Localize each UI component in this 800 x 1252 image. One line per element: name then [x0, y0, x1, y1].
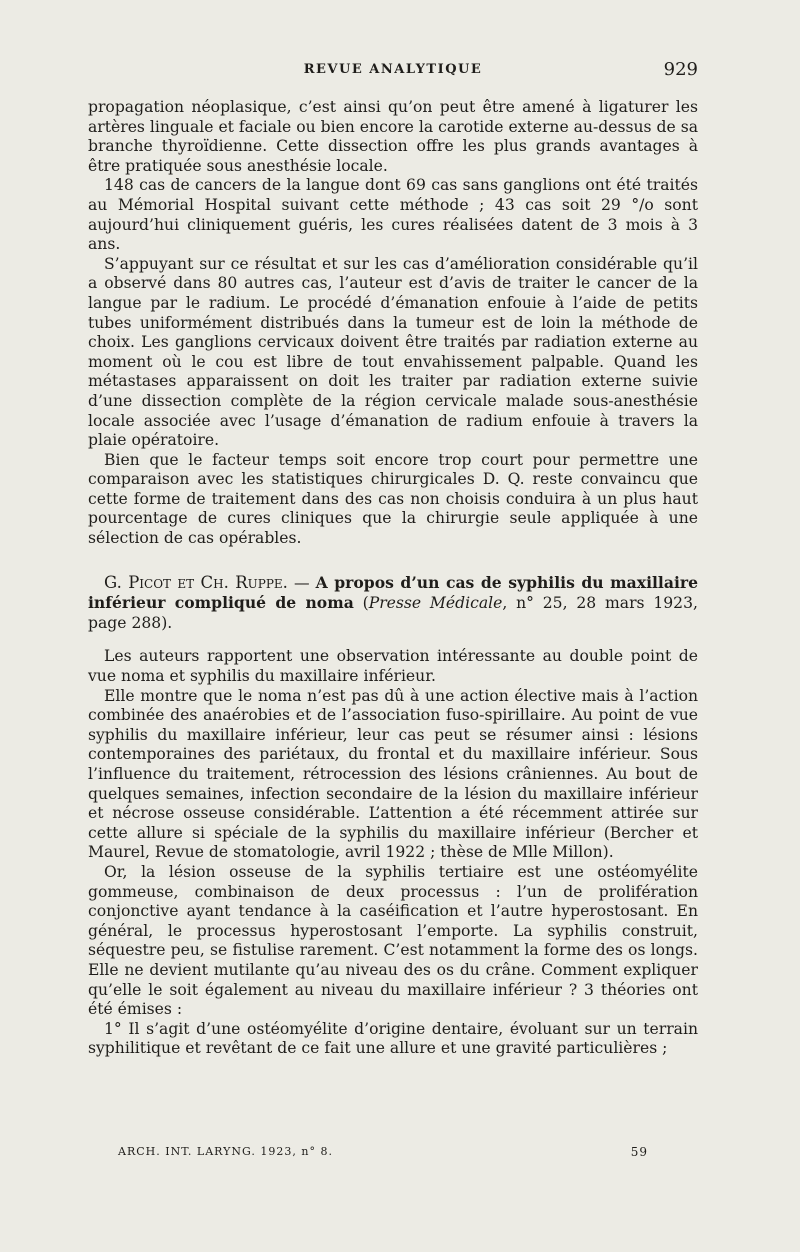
- paragraph: Bien que le facteur temps soit encore trop court pour permettre une comparaison avec les statistiques chirurgicales D. Q. reste convaincu que cette forme de traitement dans des cas non choisis conduira à un plus haut pourcentage de cures cliniques que la chirurgie seule appliquée à une sélection de cas opérables.: [88, 450, 698, 548]
- page-footer: [118, 1145, 648, 1165]
- journal-section-title: REVUE ANALYTIQUE: [303, 62, 483, 77]
- reference-title: A propos d’un cas de syphilis du maxillaire inférieur compliqué de noma: [88, 572, 699, 613]
- reference-dash: —: [287, 573, 316, 592]
- paragraph: Les auteurs rapportent une observation intéressante au double point de vue noma et syphilis du maxillaire inférieur.: [88, 647, 698, 686]
- article-reference: G. Picot et Ch. Ruppe. — A propos d’un cas de syphilis du maxillaire inférieur compliqué de noma (Presse Médicale, n° 25, 28 mars 1923, page 288).: [88, 572, 699, 632]
- footer-sheet-number: 59: [630, 1145, 648, 1159]
- reference-journal: Presse Médicale: [368, 594, 503, 613]
- reference-details: , n° 25, 28 mars 1923, page 288).: [88, 594, 698, 632]
- body-text: [88, 98, 698, 1059]
- running-header: [88, 59, 698, 84]
- paragraph: Elle montre que le noma n’est pas dû à une action élective mais à l’action combinée des anaérobies et de l’association fuso-spirillaire. Au point de vue syphilis du maxillaire inférieur, leur cas peut se résumer ainsi : lésions contemporaines des pariétaux, du frontal et du maxillaire inférieur. Sous l’influence du traitement, rétrocession des lésions crâniennes. Au bout de quelques semaines, infection secondaire de la lésion du maxillaire inférieur et nécrose osseuse considérable. L’attention a été récemment attirée sur cette allure si spéciale de la syphilis du maxillaire inférieur (Bercher et Maurel, Revue de stomatologie, avril 1922 ; thèse de Mlle Millon).: [88, 686, 698, 862]
- footer-signature: ARCH. INT. LARYNG. 1923, n° 8.: [118, 1145, 333, 1158]
- paragraph: Or, la lésion osseuse de la syphilis tertiaire est une ostéomyélite gommeuse, combinaison de deux processus : l’un de prolifération conjonctive ayant tendance à la caséification et l’autre hyperostosant. En général, le processus hyperostosant l’emporte. La syphilis construit, séquestre peu, se fistulise rarement. C’est notamment la forme des os longs. Elle ne devient mutilante qu’au niveau des os du crâne. Comment expliquer qu’elle le soit également au niveau du maxillaire inférieur ? 3 théories ont été émises :: [88, 862, 698, 1019]
- reference-authors: G. Picot et Ch. Ruppe.: [104, 572, 288, 592]
- paragraph: S’appuyant sur ce résultat et sur les cas d’amélioration considérable qu’il a observé dans 80 autres cas, l’auteur est d’avis de traiter le cancer de la langue par le radium. Le procédé d’émanation enfouie à l’aide de petits tubes uniformément distribués dans la tumeur est de loin la méthode de choix. Les ganglions cervicaux doivent être traités par radiation externe au moment où le cou est libre de tout envahissement palpable. Quand les métastases apparaissent on doit les traiter par radiation externe suivie d’une dissection complète de la région cervicale malade sous-anesthésie locale associée avec l’usage d’émanation de radium enfouie à travers la plaie opératoire.: [88, 254, 698, 450]
- page-number: 929: [663, 59, 698, 80]
- paragraph: propagation néoplasique, c’est ainsi qu’on peut être amené à ligaturer les artères linguale et faciale ou bien encore la carotide externe au-dessus de sa branche thyroïdienne. Cette dissection offre les plus grands avantages à être pratiquée sous anesthésie locale.: [88, 98, 698, 175]
- paragraph: 1° Il s’agit d’une ostéomyélite d’origine dentaire, évoluant sur un terrain syphilitique et revêtant de ce fait une allure et une gravité particulières ;: [88, 1019, 698, 1058]
- paragraph: 148 cas de cancers de la langue dont 69 cas sans ganglions ont été traités au Mémorial Hospital suivant cette méthode ; 43 cas soit 29 °/o sont aujourd’hui cliniquement guéris, les cures réalisées datent de 3 mois à 3 ans.: [88, 176, 698, 254]
